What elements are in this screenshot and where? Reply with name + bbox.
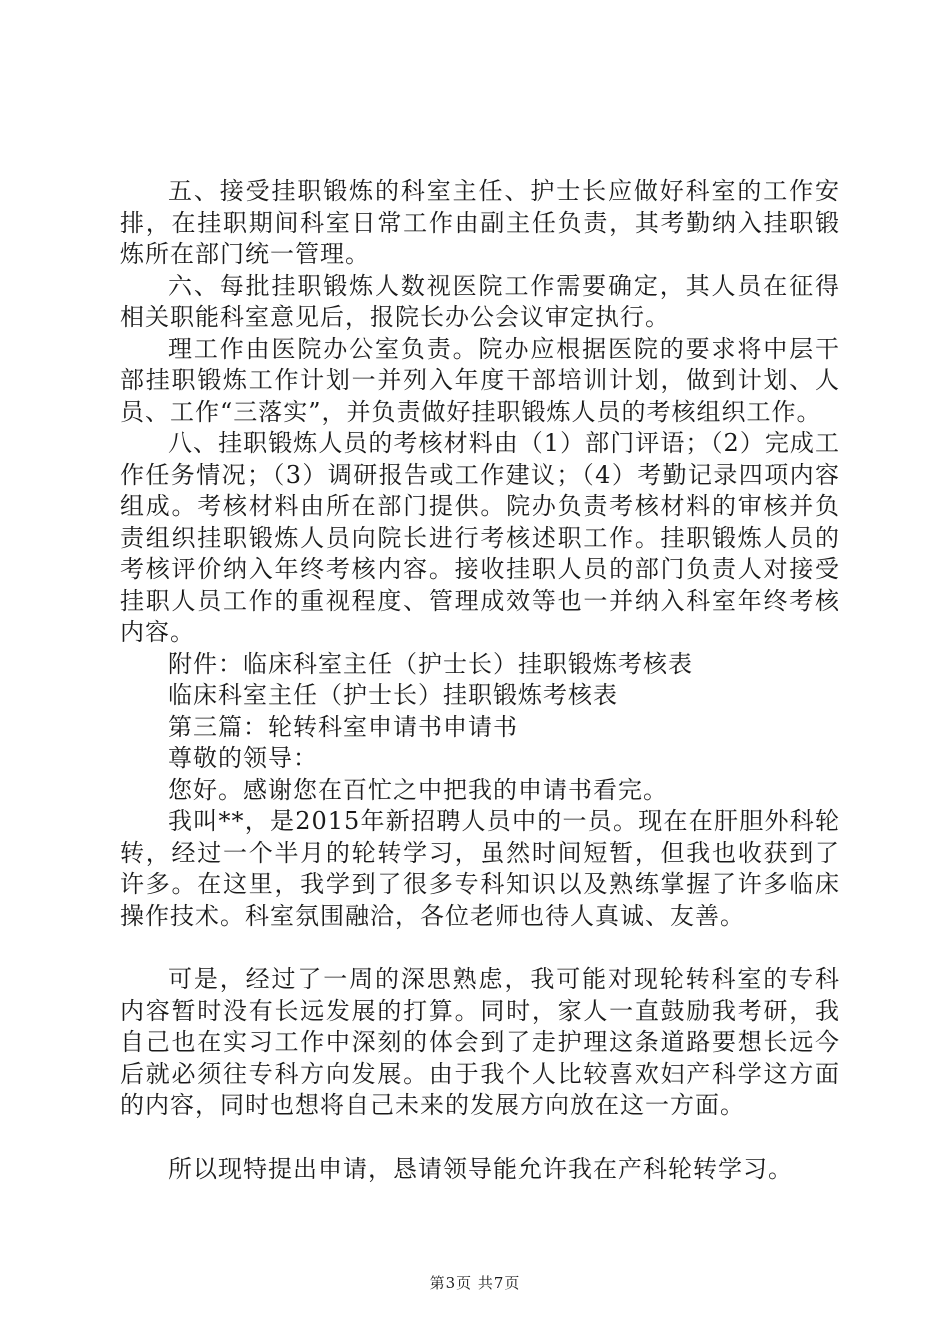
paragraph-item-8: 八、挂职锻炼人员的考核材料由（1）部门评语；（2）完成工作任务情况；（3）调研报告或工作建议；（4）考勤记录四项内容组成。考核材料由所在部门提供。院办负责考核材料的审核并负责组织挂职锻炼人员向院长进行考核述职工作。挂职锻炼人员的考核评价纳入年终考核内容。接收挂职人员的部门负责人对接受挂职人员工作的重视程度、管理成效等也一并纳入科室年终考核内容。 [120,429,840,646]
paragraph-reasons: 可是，经过了一周的深思熟虑，我可能对现轮转科室的专科内容暂时没有长远发展的打算。同时，家人一直鼓励我考研，我自己也在实习工作中深刻的体会到了走护理这条道路要想长远今后就必须往专科方向发展。由于我个人比较喜欢妇产科学这方面的内容，同时也想将自己未来的发展方向放在这一方面。 [120,965,840,1119]
salutation: 尊敬的领导： [168,744,318,772]
paragraph-introduction: 我叫**，是2015年新招聘人员中的一员。现在在肝胆外科轮转，经过一个半月的轮转学习，虽然时间短暂，但我也收获到了许多。在这里，我学到了很多专科知识以及熟练掌握了许多临床操作技术。科室氛围融洽，各位老师也待人真诚、友善。 [120,807,840,930]
greeting-line: 您好。感谢您在百忙之中把我的申请书看完。 [168,775,668,804]
section-heading: 第三篇：轮转科室申请书申请书 [168,712,518,741]
paragraph-request: 所以现特提出申请，恳请领导能允许我在产科轮转学习。 [168,1154,793,1183]
form-title-line: 临床科室主任（护士长）挂职锻炼考核表 [168,681,618,709]
page-number-footer: 第3页 共7页 [429,1274,521,1292]
document-body [120,176,840,1185]
paragraph-item-6: 六、每批挂职锻炼人数视医院工作需要确定，其人员在征得相关职能科室意见后，报院长办公会议审定执行。 [120,271,840,331]
paragraph-office-management: 理工作由医院办公室负责。院办应根据医院的要求将中层干部挂职锻炼工作计划一并列入年度干部培训计划，做到计划、人员、工作“三落实”，并负责做好挂职锻炼人员的考核组织工作。 [120,334,840,426]
paragraph-item-5: 五、接受挂职锻炼的科室主任、护士长应做好科室的工作安排，在挂职期间科室日常工作由副主任负责，其考勤纳入挂职锻炼所在部门统一管理。 [120,177,840,268]
attachment-line: 附件：临床科室主任（护士长）挂职锻炼考核表 [168,649,693,678]
